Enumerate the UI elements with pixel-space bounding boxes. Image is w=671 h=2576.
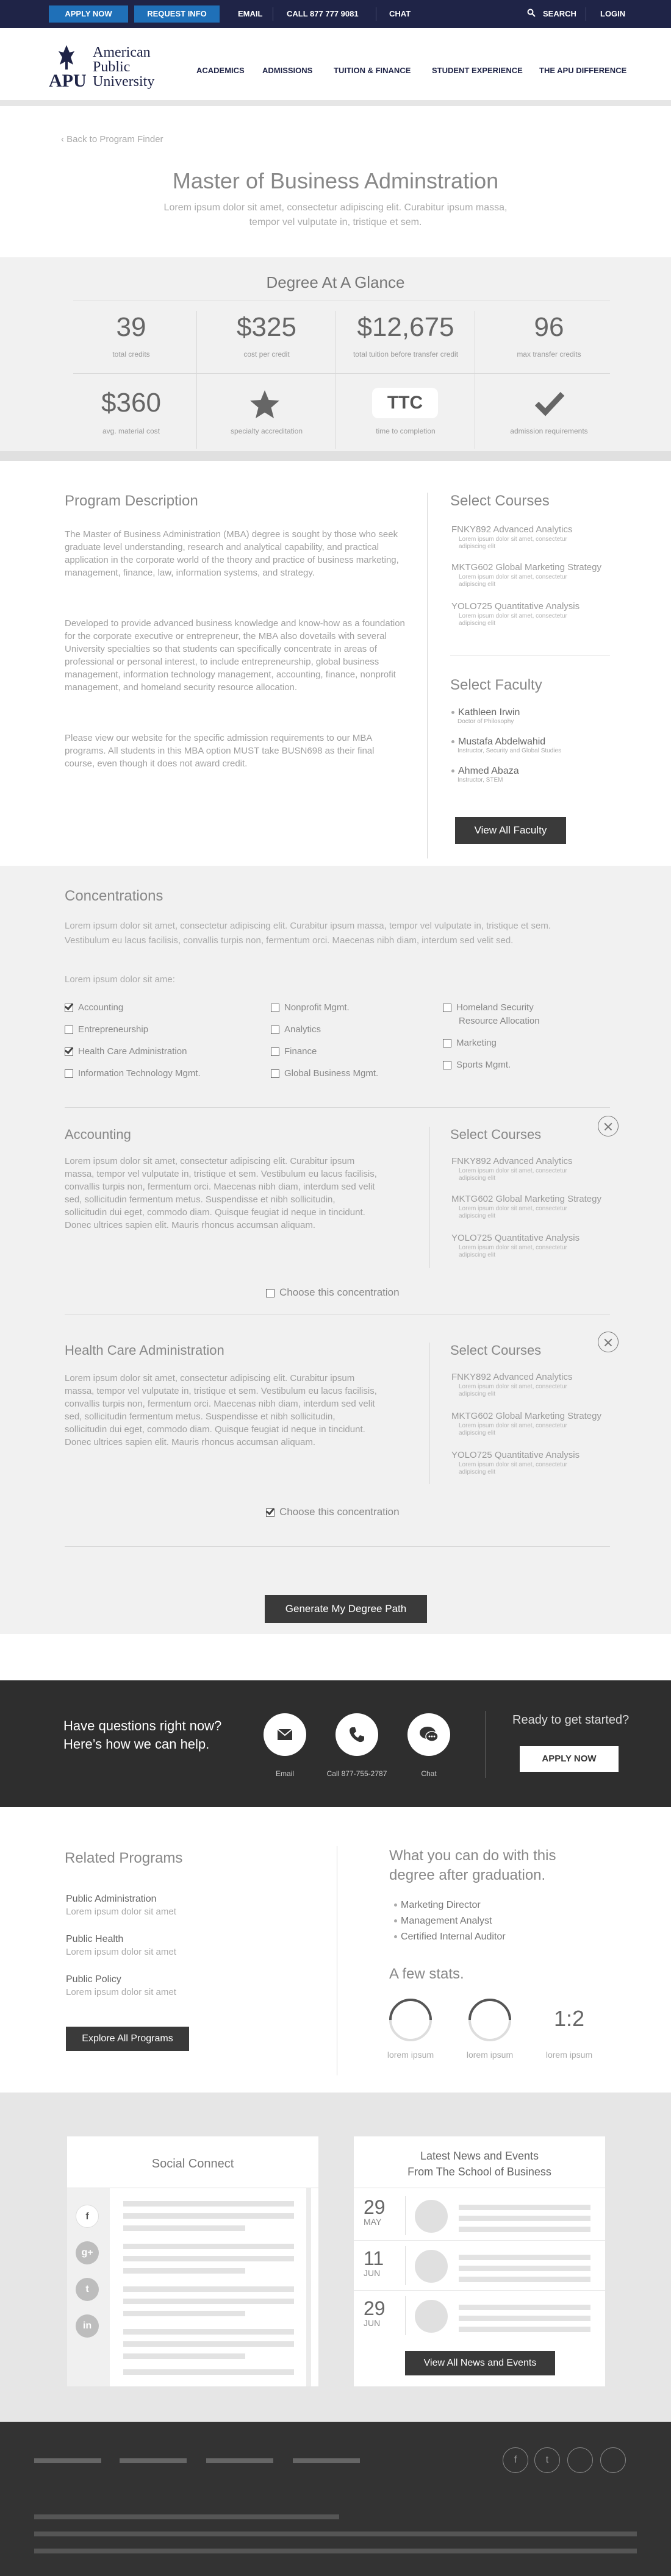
divider [429, 1127, 430, 1268]
concentration-text-line: sollicitudin dui eget, commodo diam. Quisque feugiat id neque in tincidunt. [65, 1207, 365, 1218]
glance-label: total credits [112, 350, 150, 359]
stat-ring [389, 1999, 432, 2041]
placeholder-line [459, 2305, 590, 2310]
footer-social-icon[interactable] [567, 2447, 593, 2473]
concentration-text-line: Lorem ipsum dolor sit amet, consectetur adipiscing elit. Curabitur ipsum [65, 1156, 355, 1166]
placeholder-line [123, 2299, 294, 2304]
course-item[interactable]: MKTG602 Global Marketing Strategy Lorem ipsum dolor sit amet, consectetur adipiscing elit [451, 1411, 601, 1436]
nav-tuition-finance[interactable]: TUITION & FINANCE [334, 66, 411, 75]
checkbox[interactable] [271, 1004, 279, 1012]
placeholder-line [123, 2311, 245, 2316]
news-thumbnail [415, 2300, 448, 2333]
divider [65, 1107, 610, 1108]
faculty-item[interactable]: Kathleen Irwin Doctor of Philosophy [451, 707, 520, 725]
stats-title: A few stats. [389, 1966, 464, 1982]
after-graduation-title-line2: degree after graduation. [389, 1867, 546, 1883]
news-thumbnail [415, 2250, 448, 2283]
login-link[interactable]: LOGIN [600, 9, 626, 18]
glance-value: $360 [101, 388, 161, 418]
placeholder-line [459, 2266, 590, 2271]
placeholder-line [459, 2327, 590, 2332]
close-concentration-icon[interactable] [598, 1116, 619, 1136]
glance-label: total tuition before transfer credit [353, 350, 459, 359]
email-link[interactable]: EMAIL [238, 9, 263, 18]
nav-apu-difference[interactable]: THE APU DIFFERENCE [539, 66, 627, 75]
concentration-text-line: Lorem ipsum dolor sit amet, consectetur adipiscing elit. Curabitur ipsum [65, 1373, 355, 1383]
news-date: 29 JUN [364, 2297, 386, 2328]
concentration-title: Health Care Administration [65, 1343, 224, 1358]
stat-label: lorem ipsum [387, 2050, 434, 2060]
chat-link[interactable]: CHAT [389, 9, 411, 18]
top-utility-bar [0, 0, 671, 28]
select-courses-title: Select Courses [450, 1343, 542, 1358]
glance-label: specialty accreditation [230, 427, 303, 435]
glance-label: max transfer credits [517, 350, 581, 359]
concentration-text-line: massa, tempor vel vulputate in, tristique et sem. Vestibulum eu lacus facilisis, [65, 1386, 377, 1396]
checkbox[interactable] [443, 1004, 451, 1012]
stat-ring [468, 1999, 511, 2041]
glance-label: admission requirements [510, 427, 588, 435]
choose-concentration-checkbox[interactable]: Choose this concentration [266, 1286, 400, 1299]
divider [73, 373, 610, 374]
back-to-program-finder-link[interactable]: ‹ Back to Program Finder [61, 134, 163, 144]
checkbox[interactable] [271, 1069, 279, 1078]
checkbox[interactable] [271, 1047, 279, 1056]
course-item[interactable]: YOLO725 Quantitative Analysis Lorem ipsum dolor sit amet, consectetur adipiscing elit [451, 1233, 580, 1258]
concentration-text-line: Donec ultrices sapien elit. Mauris rhoncus accumsan aliquam. [65, 1220, 316, 1230]
course-item[interactable]: FNKY892 Advanced Analytics Lorem ipsum dolor sit amet, consectetur adipiscing elit [451, 1372, 573, 1397]
footer-social-icon[interactable] [600, 2447, 626, 2473]
help-line1: Have questions right now? [63, 1718, 222, 1733]
career-item: Management Analyst [394, 1916, 492, 1927]
search-icon[interactable] [527, 9, 536, 17]
concentration-checkbox-entrepreneurship[interactable]: Entrepreneurship [65, 1024, 148, 1035]
logo-line1: American [93, 45, 151, 60]
linkedin-icon[interactable]: in [76, 2314, 99, 2338]
glance-value: 39 [116, 312, 146, 342]
concentration-text-line: sed, sollicitudin fermentum metus. Suspendisse et nibh sollicitudin, [65, 1411, 336, 1422]
course-item[interactable]: FNKY892 Advanced Analytics Lorem ipsum dolor sit amet, consectetur adipiscing elit [451, 1156, 573, 1182]
concentration-checkbox-accounting[interactable]: Accounting [65, 1002, 123, 1013]
description-paragraph: Developed to provide advanced business knowledge and know-how as a foundation for the corporate executive or entrepreneur, the MBA also dovetails with several University specialties so that students can specifically concentrate in areas of professional or personal interest, to include entrepreneurship, global business management, information technology management, accounting, finance, nonprofit management, and homeland security resource allocation. [65, 618, 405, 693]
related-programs-title: Related Programs [65, 1850, 183, 1866]
career-item: Marketing Director [394, 1900, 481, 1911]
ready-text: Ready to get started? [512, 1713, 630, 1727]
call-circle-button[interactable] [336, 1713, 378, 1756]
page-subtitle-line1: Lorem ipsum dolor sit amet, consectetur adipiscing elit. Curabitur ipsum massa, [163, 202, 508, 213]
course-item[interactable]: YOLO725 Quantitative Analysis Lorem ipsum dolor sit amet, consectetur adipiscing elit [451, 1450, 580, 1475]
google-plus-icon[interactable]: g+ [76, 2241, 99, 2264]
envelope-icon [277, 1729, 293, 1741]
social-connect-title: Social Connect [151, 2157, 234, 2171]
placeholder-line [123, 2225, 245, 2231]
checkmark-icon [534, 390, 565, 417]
email-circle-button[interactable] [264, 1713, 306, 1756]
related-program-item[interactable]: Public Policy Lorem ipsum dolor sit amet [66, 1974, 176, 1997]
footer-link-placeholder[interactable] [206, 2458, 273, 2463]
concentration-checkbox-global-business[interactable]: Global Business Mgmt. [271, 1068, 378, 1079]
placeholder-line [459, 2277, 590, 2282]
concentration-checkbox-marketing[interactable]: Marketing [443, 1038, 497, 1048]
checkbox[interactable] [443, 1061, 451, 1069]
request-info-button[interactable]: REQUEST INFO [134, 5, 220, 23]
choose-concentration-checkbox[interactable]: Choose this concentration [266, 1506, 400, 1518]
apu-logo[interactable] [49, 44, 171, 93]
footer-link-placeholder[interactable] [34, 2458, 101, 2463]
course-item[interactable]: MKTG602 Global Marketing Strategy Lorem ipsum dolor sit amet, consectetur adipiscing elit [451, 1194, 601, 1219]
chat-icon [418, 1725, 439, 1744]
site-header [0, 28, 671, 106]
apply-now-button[interactable]: APPLY NOW [520, 1746, 619, 1772]
checkbox[interactable] [443, 1039, 451, 1047]
checkbox[interactable] [266, 1289, 274, 1297]
divider [65, 1546, 610, 1547]
description-paragraph: The Master of Business Administration (MBA) degree is sought by those who seek graduate level understanding, research and analytical capability, and practical application in the corporate world of the theory and practice of business marketing, management, finance, law, information systems, and strategy. [65, 529, 399, 578]
stat-value: 1:2 [553, 2006, 585, 2031]
placeholder-line [123, 2353, 245, 2359]
placeholder-line [459, 2216, 590, 2221]
news-thumbnail [415, 2200, 448, 2233]
view-all-faculty-button[interactable]: View All Faculty [455, 817, 566, 844]
placeholder-line [123, 2268, 245, 2274]
faculty-item[interactable]: Mustafa Abdelwahid Instructor, Security and Global Studies [451, 737, 561, 754]
footer-facebook-icon[interactable]: f [503, 2447, 528, 2473]
placeholder-line [123, 2369, 294, 2375]
concentration-checkbox-analytics[interactable]: Analytics [271, 1024, 321, 1035]
placeholder-line [123, 2341, 294, 2347]
news-title-line1: Latest News and Events [420, 2150, 539, 2162]
checkbox[interactable] [266, 1508, 274, 1517]
divider [405, 2196, 406, 2235]
divider [405, 2246, 406, 2285]
stat-label: lorem ipsum [466, 2050, 514, 2060]
faculty-item[interactable]: Ahmed Abaza Instructor, STEM [451, 766, 519, 783]
course-item[interactable]: YOLO725 Quantitative Analysis Lorem ipsum dolor sit amet, consectetur adipiscing elit [451, 601, 580, 627]
select-courses-title: Select Courses [450, 1127, 542, 1142]
select-faculty-title: Select Faculty [450, 677, 542, 693]
concentrations-intro-line1: Lorem ipsum dolor sit amet, consectetur adipiscing elit. Curabitur ipsum massa, tempor vel vulputate in, tristique et sem. [65, 921, 551, 931]
divider [427, 493, 428, 858]
glance-label: time to completion [376, 427, 436, 435]
career-item: Certified Internal Auditor [394, 1932, 506, 1943]
ttc-badge: TTC [372, 388, 438, 418]
page-title: Master of Business Adminstration [172, 168, 499, 193]
view-all-news-button[interactable]: View All News and Events [405, 2351, 555, 2375]
glance-value: 96 [534, 312, 564, 342]
placeholder-line [123, 2329, 294, 2335]
email-label: Email [275, 1769, 294, 1778]
concentrations-intro-line2: Vestibulum eu lacus facilisis, convallis turpis non, fermentum orci. Maecenas nibh diam, interdum sed velit sed. [65, 935, 514, 946]
course-item[interactable]: MKTG602 Global Marketing Strategy Lorem ipsum dolor sit amet, consectetur adipiscing elit [451, 562, 601, 588]
glance-title: Degree At A Glance [266, 273, 405, 291]
chat-label: Chat [421, 1769, 437, 1778]
footer-link-placeholder[interactable] [293, 2458, 360, 2463]
glance-value: $12,675 [357, 312, 454, 342]
related-program-item[interactable]: Public Health Lorem ipsum dolor sit amet [66, 1934, 176, 1957]
scrollbar[interactable] [306, 2188, 311, 2386]
stat-label: lorem ipsum [545, 2050, 593, 2060]
concentration-checkbox-homeland-security[interactable]: Homeland Security [443, 1002, 534, 1013]
concentration-checkbox-health-care[interactable]: Health Care Administration [65, 1046, 187, 1057]
concentration-text-line: convallis turpis non, fermentum orci. Maecenas nibh diam, interdum sed velit [65, 1182, 375, 1192]
nav-student-experience[interactable]: STUDENT EXPERIENCE [432, 66, 523, 75]
concentrations-title: Concentrations [65, 888, 163, 904]
news-title-line2: From The School of Business [407, 2166, 551, 2178]
facebook-icon[interactable]: f [76, 2205, 99, 2228]
concentration-checkbox-finance[interactable]: Finance [271, 1046, 317, 1057]
select-courses-title: Select Courses [450, 493, 550, 509]
concentration-text-line: convallis turpis non, fermentum orci. Maecenas nibh diam, interdum sed velit [65, 1399, 375, 1409]
concentration-text-line: Donec ultrices sapien elit. Mauris rhoncus accumsan aliquam. [65, 1437, 316, 1447]
header-shadow [0, 100, 671, 106]
placeholder-line [459, 2316, 590, 2321]
news-events-card [354, 2136, 605, 2386]
placeholder-line [123, 2286, 294, 2292]
page-subtitle-line2: tempor vel vulputate in, tristique et sem. [249, 217, 422, 227]
concentration-label-line2: Resource Allocation [459, 1016, 540, 1026]
nav-academics[interactable]: ACADEMICS [196, 66, 245, 75]
footer-twitter-icon[interactable]: t [534, 2447, 560, 2473]
placeholder-line [123, 2256, 294, 2261]
help-line2: Here’s how we can help. [63, 1736, 210, 1752]
footer-text-placeholder [34, 2514, 339, 2519]
checkbox[interactable] [65, 1069, 73, 1078]
checkbox[interactable] [65, 1026, 73, 1034]
social-connect-card [67, 2136, 318, 2386]
checkbox[interactable] [271, 1026, 279, 1034]
nav-admissions[interactable]: ADMISSIONS [262, 66, 313, 75]
logo-mark: APU [49, 71, 87, 91]
course-item[interactable]: FNKY892 Advanced Analytics Lorem ipsum dolor sit amet, consectetur adipiscing elit [451, 524, 573, 550]
glance-value: $325 [237, 312, 296, 342]
placeholder-line [123, 2244, 294, 2249]
placeholder-line [459, 2255, 590, 2260]
concentration-checkbox-it-mgmt[interactable]: Information Technology Mgmt. [65, 1068, 201, 1079]
logo-line2: Public [93, 59, 131, 75]
divider [196, 311, 197, 449]
concentration-text-line: sed, sollicitudin fermentum metus. Suspendisse et nibh sollicitudin, [65, 1194, 336, 1205]
related-program-item[interactable]: Public Administration Lorem ipsum dolor sit amet [66, 1894, 176, 1917]
generate-degree-path-button[interactable]: Generate My Degree Path [265, 1595, 427, 1623]
program-description-title: Program Description [65, 493, 198, 509]
divider [354, 2240, 605, 2241]
section-divider-band [0, 451, 671, 461]
placeholder-line [123, 2213, 294, 2219]
divider [429, 1343, 430, 1484]
footer-text-placeholder [34, 2531, 637, 2536]
search-link[interactable]: SEARCH [543, 9, 576, 18]
after-graduation-title-line1: What you can do with this [389, 1847, 556, 1864]
concentrations-prompt: Lorem ipsum dolor sit ame: [65, 974, 175, 985]
concentration-title: Accounting [65, 1127, 131, 1142]
checkbox[interactable] [65, 1004, 73, 1012]
placeholder-line [459, 2205, 590, 2210]
logo-line3: University [93, 74, 155, 90]
glance-label: avg. material cost [102, 427, 160, 435]
concentration-text-line: sollicitudin dui eget, commodo diam. Quisque feugiat id neque in tincidunt. [65, 1424, 365, 1435]
concentration-checkbox-nonprofit[interactable]: Nonprofit Mgmt. [271, 1002, 350, 1013]
description-paragraph: Please view our website for the specific admission requirements to our MBA programs. All students in this MBA option MUST take BUSN698 as their final course, even though it does not award credit. [65, 733, 375, 769]
divider [405, 2296, 406, 2335]
concentration-checkbox-sports-mgmt[interactable]: Sports Mgmt. [443, 1060, 511, 1070]
divider [354, 2290, 605, 2291]
footer-text-placeholder [34, 2549, 637, 2553]
explore-all-programs-button[interactable]: Explore All Programs [66, 2027, 189, 2051]
concentration-text-line: massa, tempor vel vulputate in, tristique et sem. Vestibulum eu lacus facilisis, [65, 1169, 377, 1179]
placeholder-line [459, 2227, 590, 2232]
call-link[interactable]: CALL 877 777 9081 [287, 9, 359, 18]
chat-circle-button[interactable] [407, 1713, 450, 1756]
eagle-logo-icon [57, 44, 76, 71]
phone-icon [348, 1726, 365, 1743]
news-date: 29 MAY [364, 2196, 386, 2227]
star-icon [249, 389, 281, 419]
news-date: 11 JUN [364, 2247, 384, 2278]
placeholder-line [123, 2201, 294, 2207]
call-label: Call 877-755-2787 [326, 1769, 387, 1778]
apply-now-button[interactable]: APPLY NOW [49, 5, 128, 23]
checkbox[interactable] [65, 1047, 73, 1056]
footer-link-placeholder[interactable] [120, 2458, 187, 2463]
glance-label: cost per credit [243, 350, 290, 359]
close-concentration-icon[interactable] [598, 1332, 619, 1352]
twitter-icon[interactable]: t [76, 2278, 99, 2301]
